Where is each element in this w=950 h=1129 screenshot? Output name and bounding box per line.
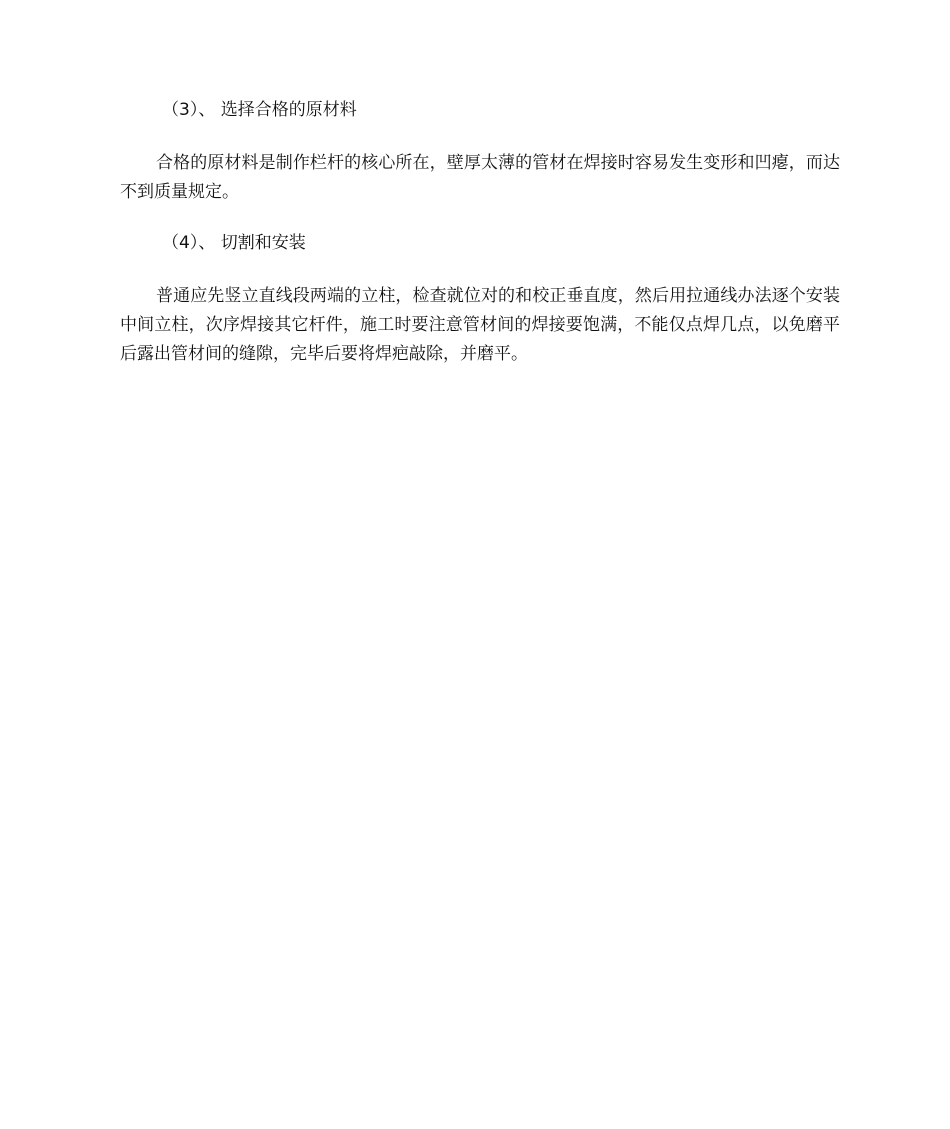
section-paragraph: 合格的原材料是制作栏杆的核心所在，壁厚太薄的管材在焊接时容易发生变形和凹瘪，而达不到质量规定。 [120, 153, 840, 202]
section-heading: （3）、 选择合格的原材料 [162, 100, 357, 120]
section-heading: （4）、 切割和安装 [162, 233, 306, 253]
document-body [120, 96, 840, 391]
section-paragraph: 普通应先竖立直线段两端的立柱，检查就位对的和校正垂直度，然后用拉通线办法逐个安装中间立柱，次序焊接其它杆件，施工时要注意管材间的焊接要饱满，不能仅点焊几点，以免磨平后露出管材间的缝隙，完毕后要将焊疤敲除，并磨平。 [120, 286, 840, 364]
